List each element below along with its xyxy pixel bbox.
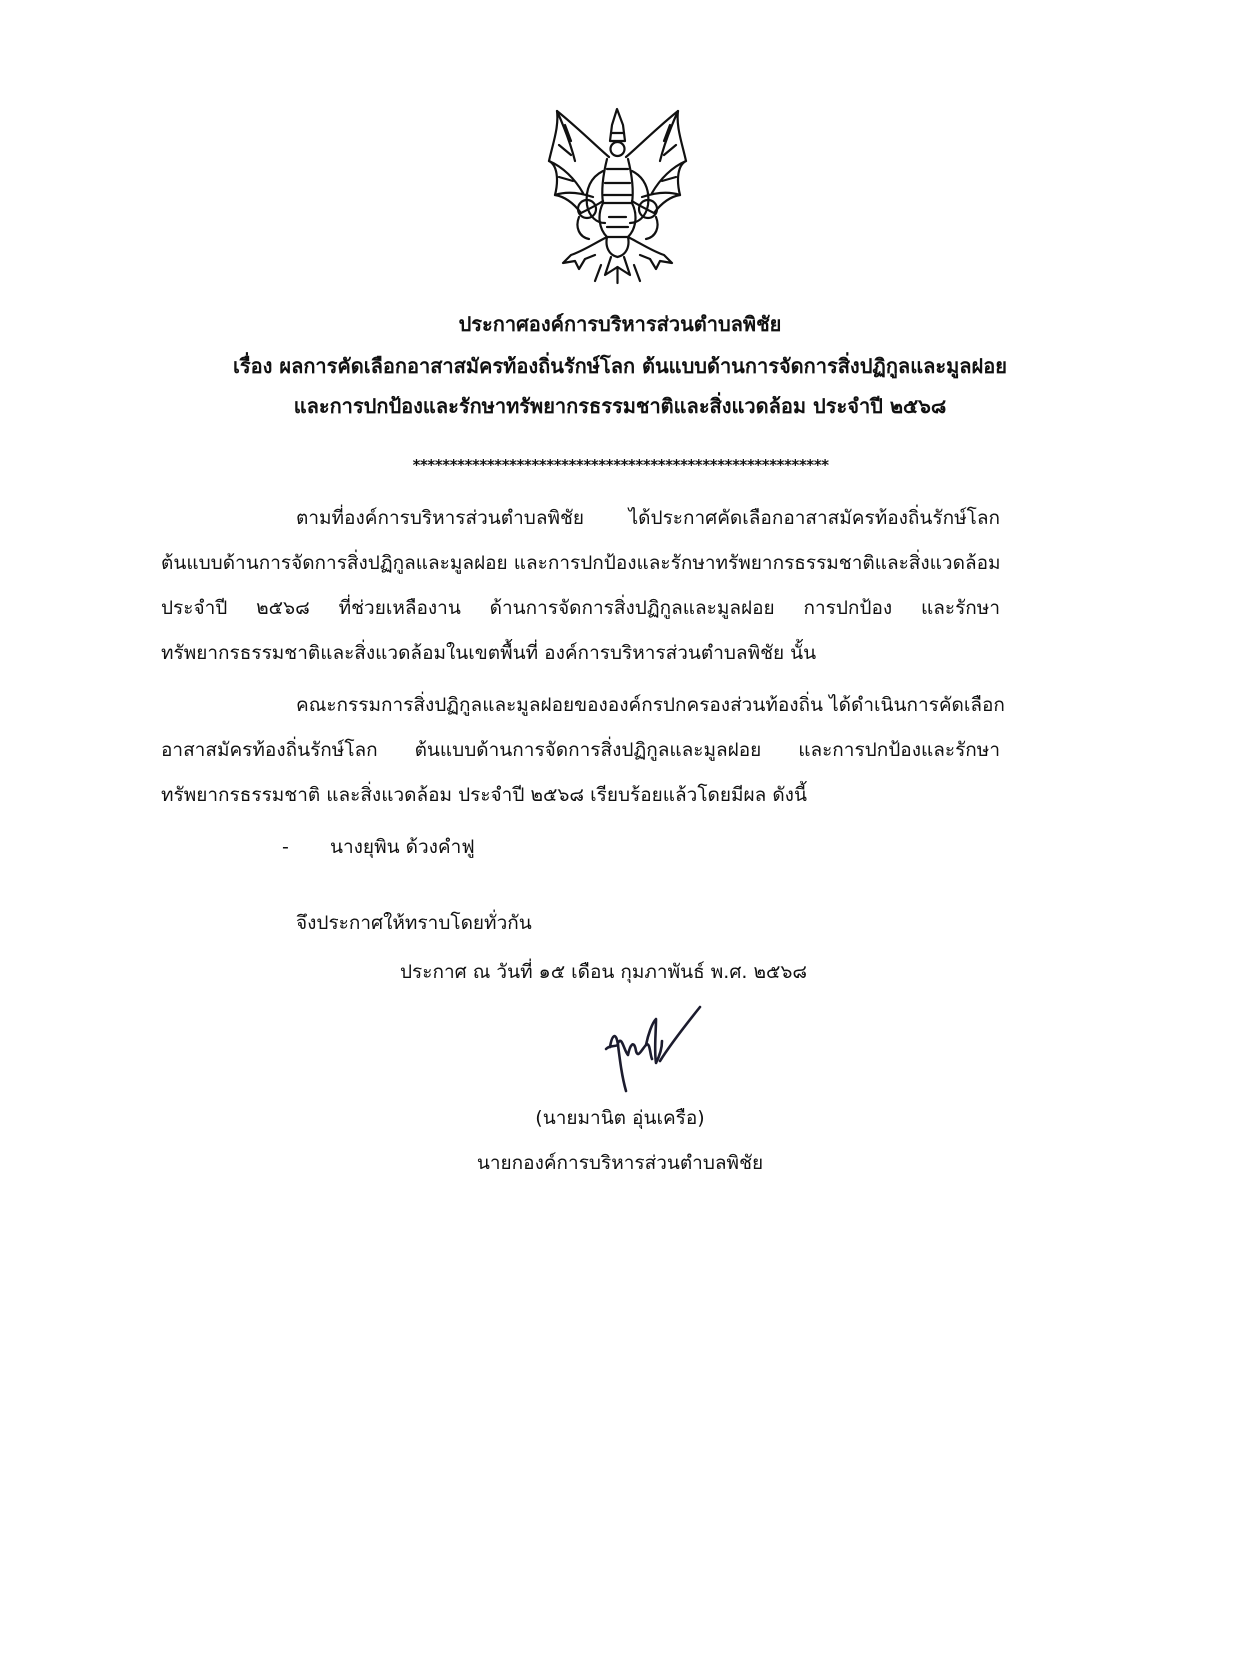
paragraph-2-line: คณะกรรมการสิ่งปฏิกูลและมูลฝอยขององค์กรปกครองส่วนท้องถิ่น ได้ดำเนินการคัดเลือก	[296, 694, 1005, 716]
handwritten-signature	[600, 1005, 715, 1095]
paragraph-1-line: ประจำปี ๒๕๖๘ ที่ช่วยเหลืองาน ด้านการจัดการสิ่งปฏิกูลและมูลฝอย การปกป้อง และรักษา	[161, 597, 1000, 619]
asterisk-divider: ********************************************************	[411, 456, 829, 474]
signer-title: นายกองค์การบริหารส่วนตำบลพิชัย	[476, 1152, 764, 1174]
announcement-date: ประกาศ ณ วันที่ ๑๕ เดือน กุมภาพันธ์ พ.ศ. ๒๕๖๘	[400, 961, 808, 983]
paragraph-2-line: ทรัพยากรธรรมชาติ และสิ่งแวดล้อม ประจำปี ๒๕๖๘ เรียบร้อยแล้วโดยมีผล ดังนี้	[161, 784, 807, 806]
paragraph-1-line: ตามที่องค์การบริหารส่วนตำบลพิชัย ได้ประกาศคัดเลือกอาสาสมัครท้องถิ่นรักษ์โลก	[296, 507, 1000, 529]
list-bullet: -	[282, 836, 289, 858]
selected-person-name: นางยุพิน ด้วงคำฟู	[330, 836, 475, 858]
announcement-subject: เรื่อง ผลการคัดเลือกอาสาสมัครท้องถิ่นรักษ์โลก ต้นแบบด้านการจัดการสิ่งปฏิกูลและมูลฝอย	[233, 354, 1007, 378]
garuda-emblem-icon	[545, 105, 690, 285]
paragraph-1-line: ทรัพยากรธรรมชาติและสิ่งแวดล้อมในเขตพื้นที่ องค์การบริหารส่วนตำบลพิชัย นั้น	[161, 642, 817, 664]
signer-name: (นายมานิต อุ่นเครือ)	[535, 1107, 705, 1129]
closing-statement: จึงประกาศให้ทราบโดยทั่วกัน	[296, 912, 532, 934]
paragraph-2-line: อาสาสมัครท้องถิ่นรักษ์โลก ต้นแบบด้านการจัดการสิ่งปฏิกูลและมูลฝอย และการปกป้องและรักษา	[161, 739, 1000, 761]
announcement-title: ประกาศองค์การบริหารส่วนตำบลพิชัย	[458, 312, 782, 336]
paragraph-1-line: ต้นแบบด้านการจัดการสิ่งปฏิกูลและมูลฝอย และการปกป้องและรักษาทรัพยากรธรรมชาติและสิ่งแวดล้อม	[161, 552, 1001, 574]
announcement-subject-continued: และการปกป้องและรักษาทรัพยากรธรรมชาติและสิ่งแวดล้อม ประจำปี ๒๕๖๘	[293, 394, 947, 418]
